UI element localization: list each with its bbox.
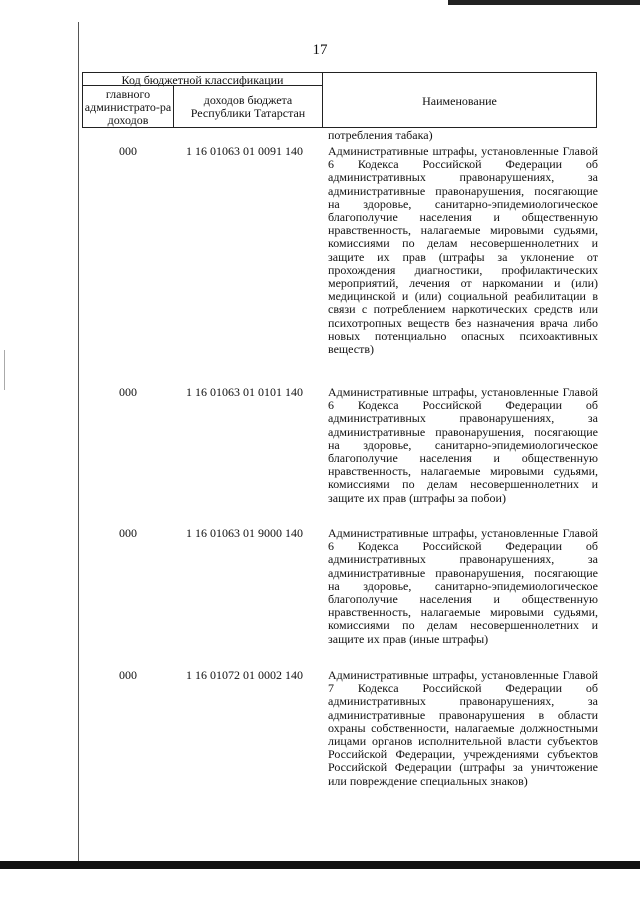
header-admin-code: главного администрато-ра доходов [82, 86, 174, 128]
scan-margin-line [78, 22, 79, 862]
continued-text: потребления табака) [328, 128, 433, 142]
name-cell: Административные штрафы, установленные Главой 6 Кодекса Российской Федерации об административных правонарушениях, за административные правонарушения, посягающие на здоровье, санитарно-эпидемиологическое благополучие населения и общественную нравственность, налагаемые мировыми судьями, комиссиями по делам несовершеннолетних и защите их прав (иные штрафы) [328, 526, 598, 646]
revenue-code-cell: 1 16 01063 01 0101 140 [186, 385, 303, 399]
page-number: 17 [312, 42, 328, 58]
name-cell: Административные штрафы, установленные Главой 7 Кодекса Российской Федерации об административных правонарушениях, за административные правонарушения в области охраны собственности, налагаемые должностными лицами органов исполнительной власти субъектов Российской Федерации, учреждениями субъектов Российской Федерации (штрафы за уничтожение или повреждение специальных знаков) [328, 668, 598, 788]
admin-code-cell: 000 [119, 526, 137, 540]
table-header [82, 72, 597, 128]
admin-code-cell: 000 [119, 385, 137, 399]
revenue-code-cell: 1 16 01072 01 0002 140 [186, 668, 303, 682]
scan-edge-bottom [0, 861, 640, 869]
revenue-code-cell: 1 16 01063 01 0091 140 [186, 144, 303, 158]
header-revenue-code: доходов бюджета Республики Татарстан [174, 86, 323, 128]
header-name: Наименование [323, 72, 597, 128]
name-cell: Административные штрафы, установленные Главой 6 Кодекса Российской Федерации об административных правонарушениях, за административные правонарушения, посягающие на здоровье, санитарно-эпидемиологическое благополучие населения и общественную нравственность, налагаемые мировыми судьями, комиссиями по делам несовершеннолетних и защите их прав (штрафы за побои) [328, 385, 598, 505]
admin-code-cell: 000 [119, 668, 137, 682]
name-cell: Административные штрафы, установленные Главой 6 Кодекса Российской Федерации об административных правонарушениях, за административные правонарушения, посягающие на здоровье, санитарно-эпидемиологическое благополучие населения и общественную нравственность, налагаемые мировыми судьями, комиссиями по делам несовершеннолетних и защите их прав (штрафы за уклонение от прохождения диагностики, профилактических мероприятий, лечения от наркомании и (или) медицинской и (или) социальной реабилитации в связи с потреблением наркотических средств или психотропных веществ без назначения врача либо новых потенциально опасных психоактивных веществ) [328, 144, 598, 357]
scan-artifact [4, 350, 5, 390]
admin-code-cell: 000 [119, 144, 137, 158]
revenue-code-cell: 1 16 01063 01 9000 140 [186, 526, 303, 540]
scan-edge-top [448, 0, 640, 5]
header-budget-code-group: Код бюджетной классификации [82, 72, 323, 86]
